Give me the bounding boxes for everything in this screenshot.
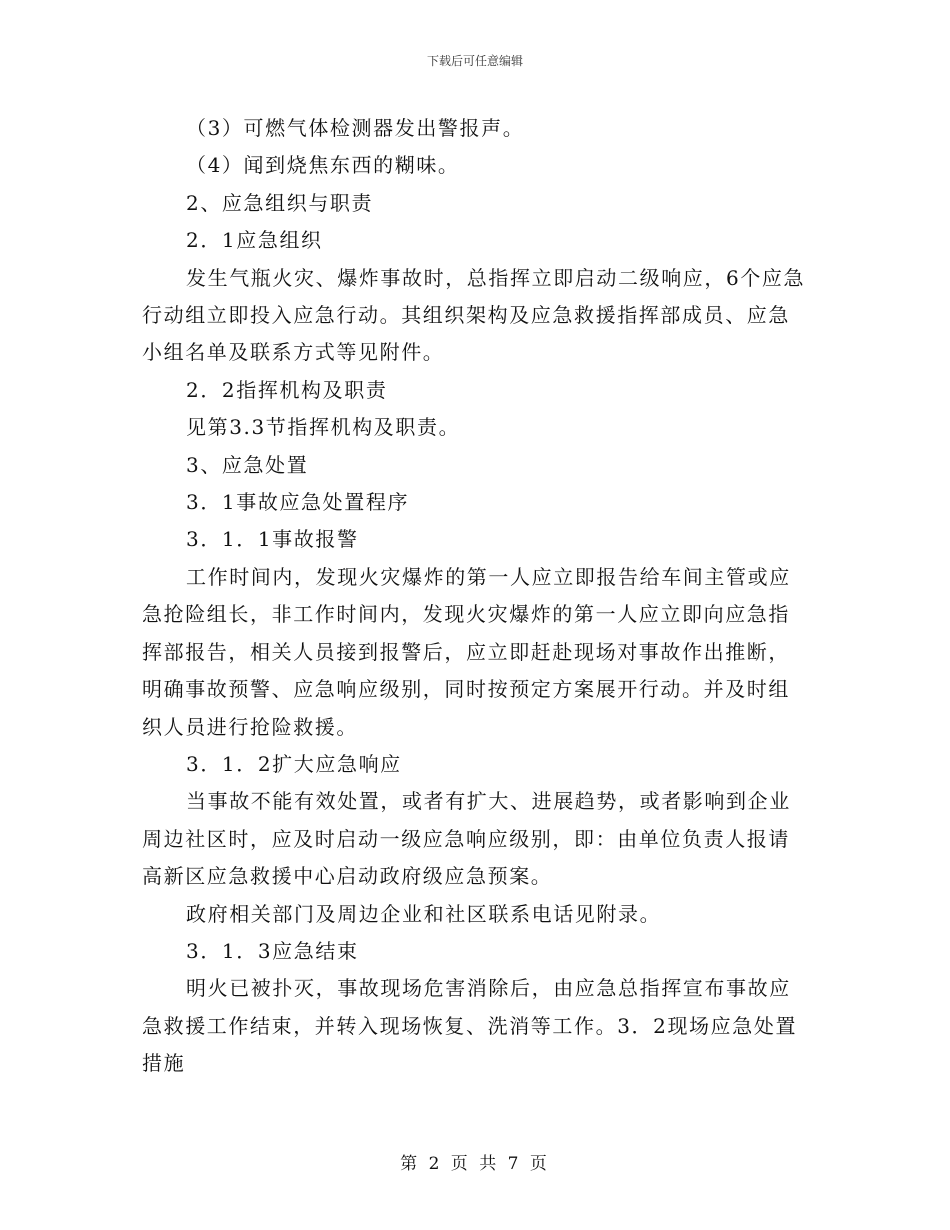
paragraph-burning-smell: （4）闻到烧焦东西的糊味。 [186,153,460,178]
subsection-heading-3-1-2: 3．1．2扩大应急响应 [186,751,402,776]
paragraph-detector-alarm: （3）可燃气体检测器发出警报声。 [186,116,525,140]
subsection-heading-2-1: 2．1应急组织 [186,228,323,253]
subsection-heading-2-2: 2．2指挥机构及职责 [186,377,388,402]
paragraph-command-reference: 见第3.3节指挥机构及职责。 [186,415,461,440]
page-footer: 第 2 页 共 7 页 [400,1154,550,1174]
section-heading-organization: 2、应急组织与职责 [186,190,374,215]
paragraph-expand-response: 当事故不能有效处置，或者有扩大、进展趋势，或者影响到企业周边社区时，应及时启动一级应急响应级别，即：由单位负责人报请高新区应急救援中心启动政府级应急预案。 [142,789,791,889]
page-header: 下载后可任意编辑 [426,54,523,68]
subsection-heading-3-1-3: 3．1．3应急结束 [186,938,359,963]
paragraph-contact-appendix: 政府相关部门及周边企业和社区联系电话见附录。 [186,901,662,926]
paragraph-accident-alarm: 工作时间内，发现火灾爆炸的第一人应立即报告给车间主管或应急抢险组长，非工作时间内，发现火灾爆炸的第一人应立即向应急指挥部报告，相关人员接到报警后，应立即赶赴现场对事故作出推断，明确事故预警、应急响应级别，同时按预定方案展开行动。并及时组织人员进行抢险救援。 [142,564,791,739]
subsection-heading-3-1: 3．1事故应急处置程序 [186,490,410,515]
document-body [142,110,808,1083]
paragraph-emergency-organization: 发生气瓶火灾、爆炸事故时，总指挥立即启动二级响应，6个应急行动组立即投入应急行动。其组织架构及应急救援指挥部成员、应急小组名单及联系方式等见附件。 [142,265,806,365]
section-heading-response: 3、应急处置 [186,452,309,477]
paragraph-emergency-end: 明火已被扑灭，事故现场危害消除后，由应急总指挥宣布事故应急救援工作结束，并转入现场恢复、洗消等工作。3．2现场应急处置措施 [142,976,798,1076]
subsection-heading-3-1-1: 3．1．1事故报警 [186,527,359,552]
